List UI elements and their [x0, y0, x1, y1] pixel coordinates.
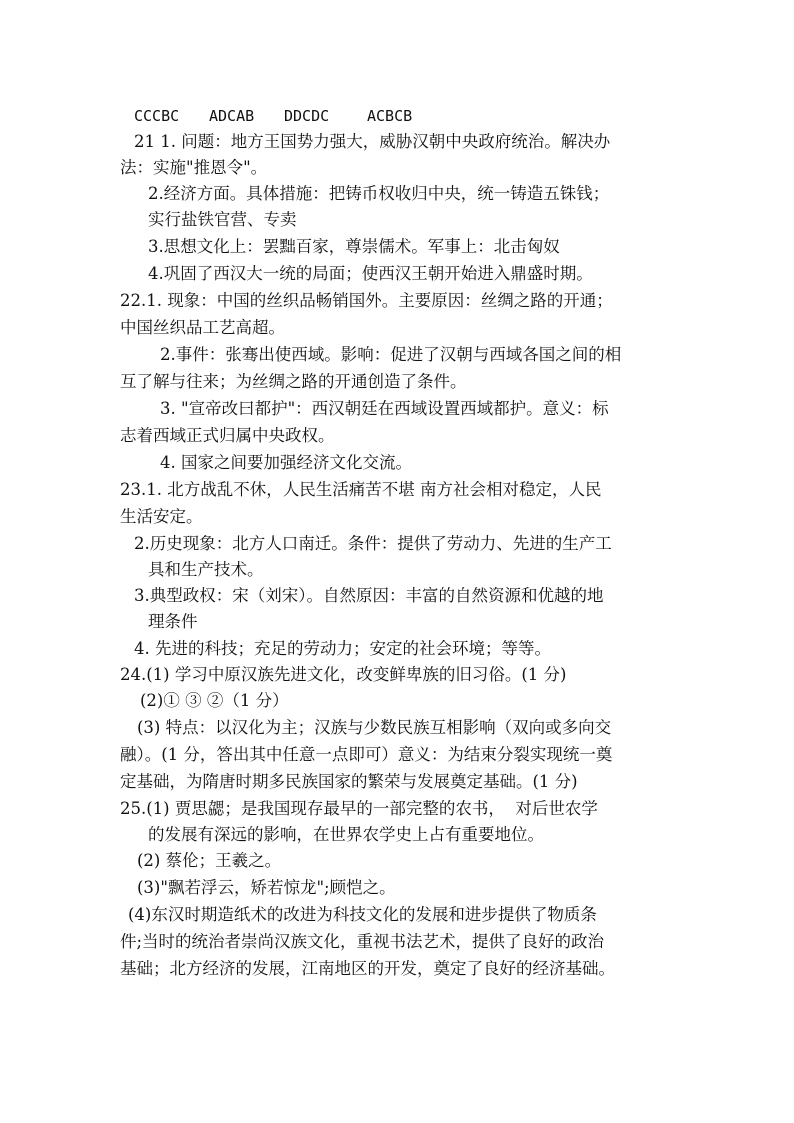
answer-line: 生活安定。: [120, 507, 203, 526]
answer-line: 4. 国家之间要加强经济文化交流。: [160, 453, 412, 472]
answer-line: 2.事件：张骞出使西域。影响：促进了汉朝与西域各国之间的相: [160, 345, 622, 364]
answer-line: 定基础，为隋唐时期多民族国家的繁荣与发展奠定基础。(1 分): [120, 772, 578, 791]
choice-key-group: CCCBC: [134, 107, 180, 125]
answer-line: 25.(1) 贾思勰；是我国现存最早的一部完整的农书， 对后世农学: [120, 799, 598, 818]
answer-line: 3.思想文化上：罢黜百家，尊崇儒术。军事上：北击匈奴: [148, 237, 560, 256]
choice-key-group: DDCDC: [284, 107, 330, 125]
answer-line: 4. 先进的科技；充足的劳动力；安定的社会环境；等等。: [134, 639, 551, 658]
answer-line: 件;当时的统治者崇尚汉族文化，重视书法艺术，提供了良好的政治: [120, 932, 605, 951]
answer-line: 2.历史现象：北方人口南迁。条件：提供了劳动力、先进的生产工: [134, 534, 612, 553]
answer-line: 互了解与往来；为丝绸之路的开通创造了条件。: [120, 372, 467, 391]
answer-line: 具和生产技术。: [148, 560, 264, 579]
answer-line: 24.(1) 学习中原汉族先进文化，改变鲜卑族的旧习俗。(1 分): [120, 665, 567, 684]
answer-line: (2)① ③ ②（1 分）: [140, 691, 289, 710]
answer-line: 22.1. 现象：中国的丝织品畅销国外。主要原因：丝绸之路的开通；: [120, 291, 613, 310]
choice-key-group: ACBCB: [367, 107, 413, 125]
answer-line: (3) 特点：以汉化为主；汉族与少数民族互相影响（双向或多向交: [137, 718, 612, 737]
answer-line: 实行盐铁官营、专卖: [148, 210, 297, 229]
answer-line: 基础；北方经济的发展，江南地区的开发，奠定了良好的经济基础。: [120, 959, 615, 978]
answer-line: 融）。(1 分，答出其中任意一点即可）意义：为结束分裂实现统一奠: [120, 745, 613, 764]
answer-line: 4.巩固了西汉大一统的局面；使西汉王朝开始进入鼎盛时期。: [148, 264, 593, 283]
answer-line: 2.经济方面。具体措施：把铸币权收归中央，统一铸造五铢钱；: [148, 184, 610, 203]
answer-line: 中国丝织品工艺高超。: [120, 318, 285, 337]
answer-line: (2) 蔡伦；王羲之。: [137, 851, 282, 870]
answer-line: 23.1. 北方战乱不休，人民生活痛苦不堪 南方社会相对稳定，人民: [120, 480, 602, 499]
choice-key-group: ADCAB: [209, 107, 255, 125]
answer-line: 3. "宣帝改曰都护"：西汉朝廷在西域设置西域都护。意义：标: [160, 399, 609, 418]
answer-line: (3)"飘若浮云，矫若惊龙";顾恺之。: [137, 878, 396, 897]
answer-line: 理条件: [148, 612, 198, 631]
answer-line: 3.典型政权：宋（刘宋）。自然原因：丰富的自然资源和优越的地: [134, 586, 604, 605]
answer-line: 法：实施"推恩令"。: [120, 158, 268, 177]
answer-line: 的发展有深远的影响，在世界农学史上占有重要地位。: [148, 825, 544, 844]
answer-line: 志着西域正式归属中央政权。: [120, 426, 335, 445]
answer-line: 21 1. 问题：地方王国势力强大，威胁汉朝中央政府统治。解决办: [134, 132, 611, 151]
answer-line: (4)东汉时期造纸术的改进为科技文化的发展和进步提供了物质条: [128, 905, 597, 924]
